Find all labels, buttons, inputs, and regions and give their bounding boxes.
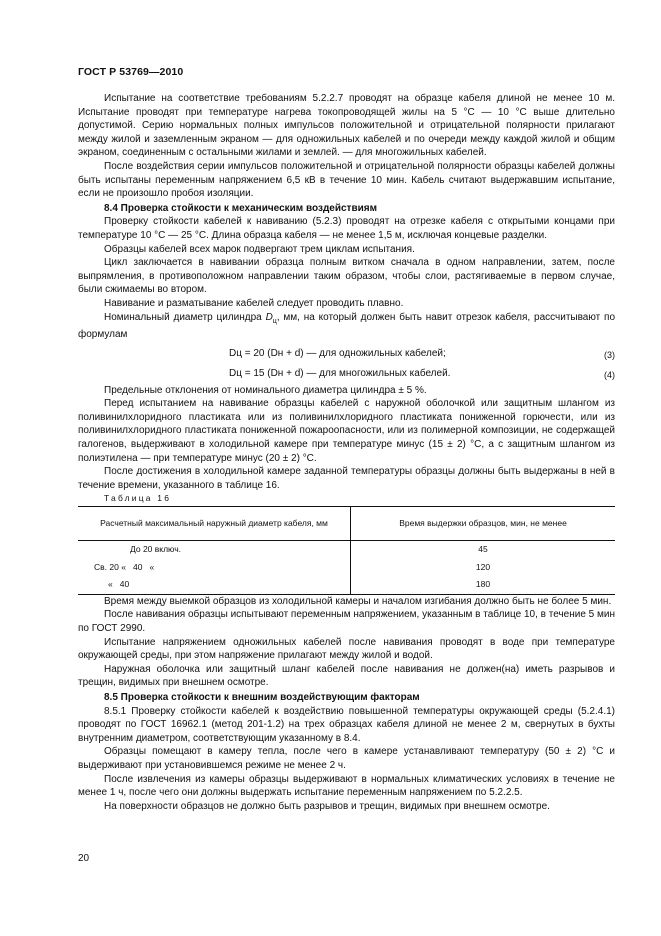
formula-4 [78, 365, 615, 382]
paragraph-coiling-check: Проверку стойкости кабелей к навиванию (5.2.3) проводят на отрезке кабеля с открытыми концами при температуре 10 °С — 25 °С. Длина образца кабеля — не менее 1,5 м, исключая концевые разделки. [78, 216, 615, 241]
paragraph-smooth-coiling: Навивание и разматывание кабелей следует проводить плавно. [104, 297, 404, 309]
page-number: 20 [78, 853, 90, 864]
formula-4-text: Dц = 15 (Dн + d) — для многожильных кабелей. [229, 367, 451, 379]
page-body [78, 92, 615, 813]
paragraph-test-cycles: Образцы кабелей всех марок подвергают трем циклам испытания. [104, 243, 415, 255]
table-cell-diameter: До 20 включ. [130, 544, 182, 555]
paragraph-tolerance: Предельные отклонения от номинального диаметра цилиндра ± 5 %. [104, 384, 427, 396]
document-code: ГОСТ Р 53769—2010 [78, 66, 184, 78]
paragraph-holding-time: После достижения в холодильной камере заданной температуры образцы должны быть выдержаны в ней в течение времени, указанного в таблице 16. [78, 466, 615, 491]
table-header-time: Время выдержки образцов, мин, не менее [351, 507, 616, 541]
formula-3 [78, 345, 615, 362]
paragraph-water-test: Испытание напряжением одножильных кабелей после навивания проводят в воде при температуре окружающей среды, при этом напряжение прилагают между жилой и водой. [78, 636, 615, 662]
table-header-row [78, 507, 615, 541]
paragraph-voltage-test: После воздействия серии импульсов положительной и отрицательной полярности образцы кабелей должны быть испытаны переменным напряжением 6,5 кВ в течение 10 мин. Кабель считают выдержавшим испытание, если не произошло пробоя изоляции. [78, 160, 615, 200]
paragraph-cycle-description: Цикл заключается в навивании образца полным витком сначала в одном направлении, затем, после выпрямления, в противоположном направлении таким образом, чтобы слои, растягиваемые в первом случае, были сжимаемы во втором. [78, 257, 615, 296]
table-cell-time: 45 [478, 544, 488, 555]
paragraph-sheath-inspection: Наружная оболочка или защитный шланг кабелей после навивания не должен(на) иметь разрывов и трещин, видимых при внешнем осмотре. [78, 663, 615, 689]
paragraph-heat-chamber: Образцы помещают в камеру тепла, после чего в камере устанавливают температуру (50 ± 2) °С и выдерживают при установившемся режиме не менее 2 ч. [78, 746, 615, 771]
table-header-diameter: Расчетный максимальный наружный диаметр кабеля, мм [78, 507, 351, 541]
section-heading-8-4: 8.4 Проверка стойкости к механическим воздействиям [104, 202, 377, 214]
table-cell-diameter: « 40 [108, 579, 130, 590]
formula-3-text: Dц = 20 (Dн + d) — для одножильных кабелей; [229, 347, 446, 359]
table-row [78, 541, 615, 559]
table-16 [78, 506, 615, 595]
paragraph-impulse-test: Испытание на соответствие требованиям 5.2.2.7 проводят на образце кабеля длиной не менее 10 м. Испытание проводят при температуре нагрева токопроводящей жилы на 5 °С — 10 °С выше длительно допустимой. Серию нормальных полных импульсов положительной и отрицательной полярности прилагают между жилой и заземленным экраном — для одножильных кабелей и по очереди между каждой жилой и общим экраном, соединенным с остальными жилами и землей. — для многожильных кабелей. [78, 93, 615, 159]
table-cell-time: 120 [475, 561, 491, 572]
paragraph-surface-inspection: На поверхности образцов не должно быть разрывов и трещин, видимых при внешнем осмотре. [104, 800, 550, 812]
section-heading-8-5: 8.5 Проверка стойкости к внешним воздействующим факторам [104, 691, 420, 703]
paragraph-post-coiling-voltage: После навивания образцы испытывают переменным напряжением, указанным в таблице 10, в течение 5 мин по ГОСТ 2990. [78, 609, 615, 634]
paragraph-post-heat: После извлечения из камеры образцы выдерживают в нормальных климатических условиях в течение не менее 1 ч, после чего они должны выдержать испытание переменным напряжением по 5.2.2.5. [78, 773, 615, 799]
paragraph-bending-delay: Время между выемкой образцов из холодильной камеры и началом изгибания должно быть не более 5 мин. [104, 595, 612, 607]
paragraph-heat-test: 8.5.1 Проверку стойкости кабелей к воздействию повышенной температуры окружающей среды (5.2.4.1) проводят по ГОСТ 16962.1 (метод 201-1.2) на трех образцах кабеля длиной не менее 2 м, свернутых в бухты внутренним диаметром, соответствующим указанному в 8.4. [78, 705, 615, 744]
table-caption: Таблица 16 [104, 493, 172, 504]
table-row [78, 559, 615, 577]
paragraph-cylinder-diameter: Номинальный диаметр цилиндра $D_ц$, мм, на который должен быть навит отрезок кабеля, рассчитывают по формулам [78, 311, 616, 341]
formula-3-number: (3) [604, 349, 615, 360]
paragraph-cold-chamber: Перед испытанием на навивание образцы кабелей с наружной оболочкой или защитным шлангом из поливинилхлоридного пластиката или из поливинилхлоридного пластиката пониженной горючести, или из поливинилхлоридного пластиката пониженной пожароопасности, или из полимерной композиции, не содержащей галогенов, выдерживают в холодильной камере при температуре минус (15 ± 2) °С, а с защитным шлангом из полиэтилена — при температуре минус (20 ± 2) °С. [78, 398, 615, 464]
formula-4-number: (4) [604, 369, 615, 380]
table-cell-diameter: Св. 20 « 40 « [94, 561, 155, 572]
table-cell-time: 180 [351, 576, 616, 594]
table-row [78, 576, 615, 594]
